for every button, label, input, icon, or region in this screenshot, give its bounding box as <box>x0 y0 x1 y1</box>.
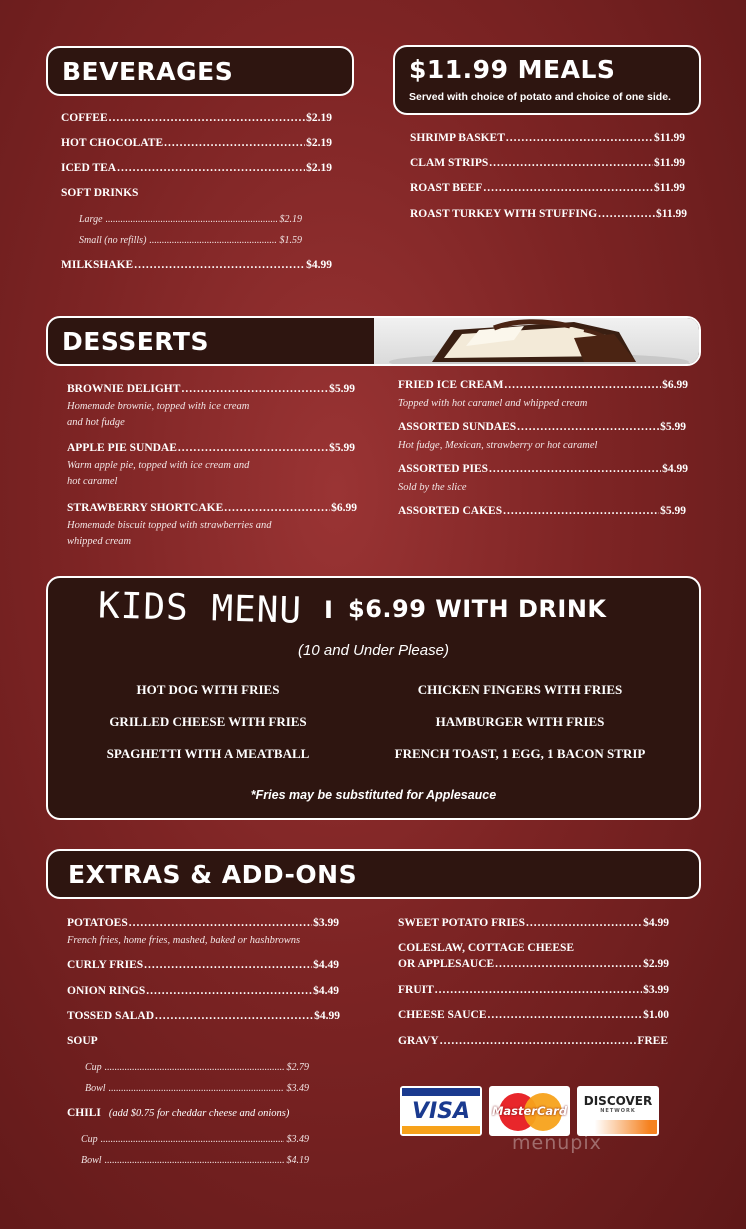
kids-menu-subtitle: (10 and Under Please) <box>298 642 449 659</box>
extra-chili: CHILI (add $0.75 for cheddar cheese and onions) <box>67 1107 290 1119</box>
dessert-apple-pie-desc: Warm apple pie, topped with ice cream and hot caramel <box>67 460 250 487</box>
kids-item-chicken-fingers: CHICKEN FINGERS WITH FRIES <box>417 682 623 697</box>
chili-note: (add $0.75 for cheddar cheese and onions) <box>108 1108 290 1119</box>
soup-bowl: Bowl ..... $3.49 <box>85 1083 309 1094</box>
mastercard-logo: MasterCard <box>489 1086 570 1136</box>
soft-drink-small: Small (no refills) ..... $1.59 <box>79 235 302 246</box>
extra-onion-rings: ONION RINGS ..... $4.49 <box>67 985 339 997</box>
menu-item-milkshake: MILKSHAKE ..... $4.99 <box>61 259 332 271</box>
extras-title: EXTRAS & ADD-ONS <box>68 860 358 889</box>
dessert-strawberry-desc: Homemade biscuit topped with strawberries and whipped cream <box>67 520 272 547</box>
extra-curly-fries: CURLY FRIES ..... $4.49 <box>67 959 339 971</box>
soup-cup: Cup ..... $2.79 <box>85 1062 309 1073</box>
kids-item-spaghetti: SPAGHETTI WITH A MEATBALL <box>106 746 310 761</box>
extra-coleslaw: OR APPLESAUCE ..... $2.99 <box>398 958 669 970</box>
desserts-title: DESSERTS <box>62 327 209 356</box>
dessert-strawberry-shortcake: STRAWBERRY SHORTCAKE ..... $6.99 <box>67 502 357 514</box>
desserts-header <box>46 316 701 366</box>
extra-gravy: GRAVY ..... FREE <box>398 1035 668 1047</box>
kids-item-hamburger: HAMBURGER WITH FRIES <box>435 714 605 729</box>
extras-header <box>46 849 701 899</box>
beverages-header <box>46 46 354 96</box>
meals-title: $11.99 MEALS <box>409 55 616 84</box>
menu-item-coffee: COFFEE ..... $2.19 <box>61 112 332 124</box>
extra-soup: SOUP <box>67 1035 98 1047</box>
menu-item-clam-strips: CLAM STRIPS ..... $11.99 <box>410 157 685 169</box>
chili-bowl: Bowl ..... $4.19 <box>81 1155 309 1166</box>
dessert-assorted-pies: ASSORTED PIES ..... $4.99 <box>398 463 688 475</box>
discover-card-logo: DISCOVER NETWORK <box>577 1086 659 1136</box>
extra-fruit: FRUIT ..... $3.99 <box>398 984 669 996</box>
kids-menu-panel <box>46 576 701 820</box>
extra-potatoes: POTATOES ..... $3.99 <box>67 917 339 929</box>
extra-tossed-salad: TOSSED SALAD ..... $4.99 <box>67 1010 340 1022</box>
extra-cheese-sauce: CHEESE SAUCE ..... $1.00 <box>398 1009 669 1021</box>
dessert-assorted-pies-desc: Sold by the slice <box>398 482 467 493</box>
kids-item-hot-dog: HOT DOG WITH FRIES <box>136 682 280 697</box>
dessert-brownie-desc: Homemade brownie, topped with ice cream and hot fudge <box>67 401 250 428</box>
dessert-assorted-cakes: ASSORTED CAKES ..... $5.99 <box>398 505 686 517</box>
meals-header <box>393 45 701 115</box>
menu-item-roast-beef: ROAST BEEF ..... $11.99 <box>410 182 685 194</box>
dessert-brownie-delight: BROWNIE DELIGHT ..... $5.99 <box>67 383 355 395</box>
extra-coleslaw-line1: COLESLAW, COTTAGE CHEESE <box>398 942 575 954</box>
menupix-watermark: menupix <box>512 1132 602 1154</box>
kids-menu-price-title: $6.99 WITH DRINK <box>348 595 607 623</box>
meals-subtitle: Served with choice of potato and choice of one side. <box>409 91 671 103</box>
extra-sweet-potato-fries: SWEET POTATO FRIES ..... $4.99 <box>398 917 669 929</box>
dessert-assorted-sundaes: ASSORTED SUNDAES ..... $5.99 <box>398 421 686 433</box>
dessert-fried-ice-cream-desc: Topped with hot caramel and whipped cream <box>398 398 588 409</box>
menu-item-soft-drinks: SOFT DRINKS <box>61 187 139 199</box>
beverages-title: BEVERAGES <box>62 57 234 86</box>
menu-item-shrimp-basket: SHRIMP BASKET ..... $11.99 <box>410 132 685 144</box>
extra-potatoes-desc: French fries, home fries, mashed, baked or hashbrowns <box>67 935 301 946</box>
dessert-assorted-sundaes-desc: Hot fudge, Mexican, strawberry or hot caramel <box>398 440 598 451</box>
visa-card-logo: VISA <box>400 1086 482 1136</box>
kids-menu-separator: I <box>324 596 333 624</box>
menu-item-hot-chocolate: HOT CHOCOLATE ..... $2.19 <box>61 137 332 149</box>
dessert-fried-ice-cream: FRIED ICE CREAM ..... $6.99 <box>398 379 688 391</box>
chili-cup: Cup ..... $3.49 <box>81 1134 309 1145</box>
menu-item-iced-tea: ICED TEA ..... $2.19 <box>61 162 332 174</box>
soft-drink-large: Large ..... $2.19 <box>79 214 302 225</box>
menu-item-roast-turkey: ROAST TURKEY WITH STUFFING ..... $11.99 <box>410 208 687 220</box>
kids-menu-note: *Fries may be substituted for Applesauce <box>250 788 497 802</box>
kids-item-grilled-cheese: GRILLED CHEESE WITH FRIES <box>109 714 307 729</box>
kids-menu-script-title: KIDS MENU <box>97 585 303 632</box>
kids-item-french-toast: FRENCH TOAST, 1 EGG, 1 BACON STRIP <box>394 746 646 761</box>
dessert-apple-pie-sundae: APPLE PIE SUNDAE ..... $5.99 <box>67 442 355 454</box>
dessert-photo <box>374 318 701 366</box>
cake-slice-image <box>374 318 701 366</box>
